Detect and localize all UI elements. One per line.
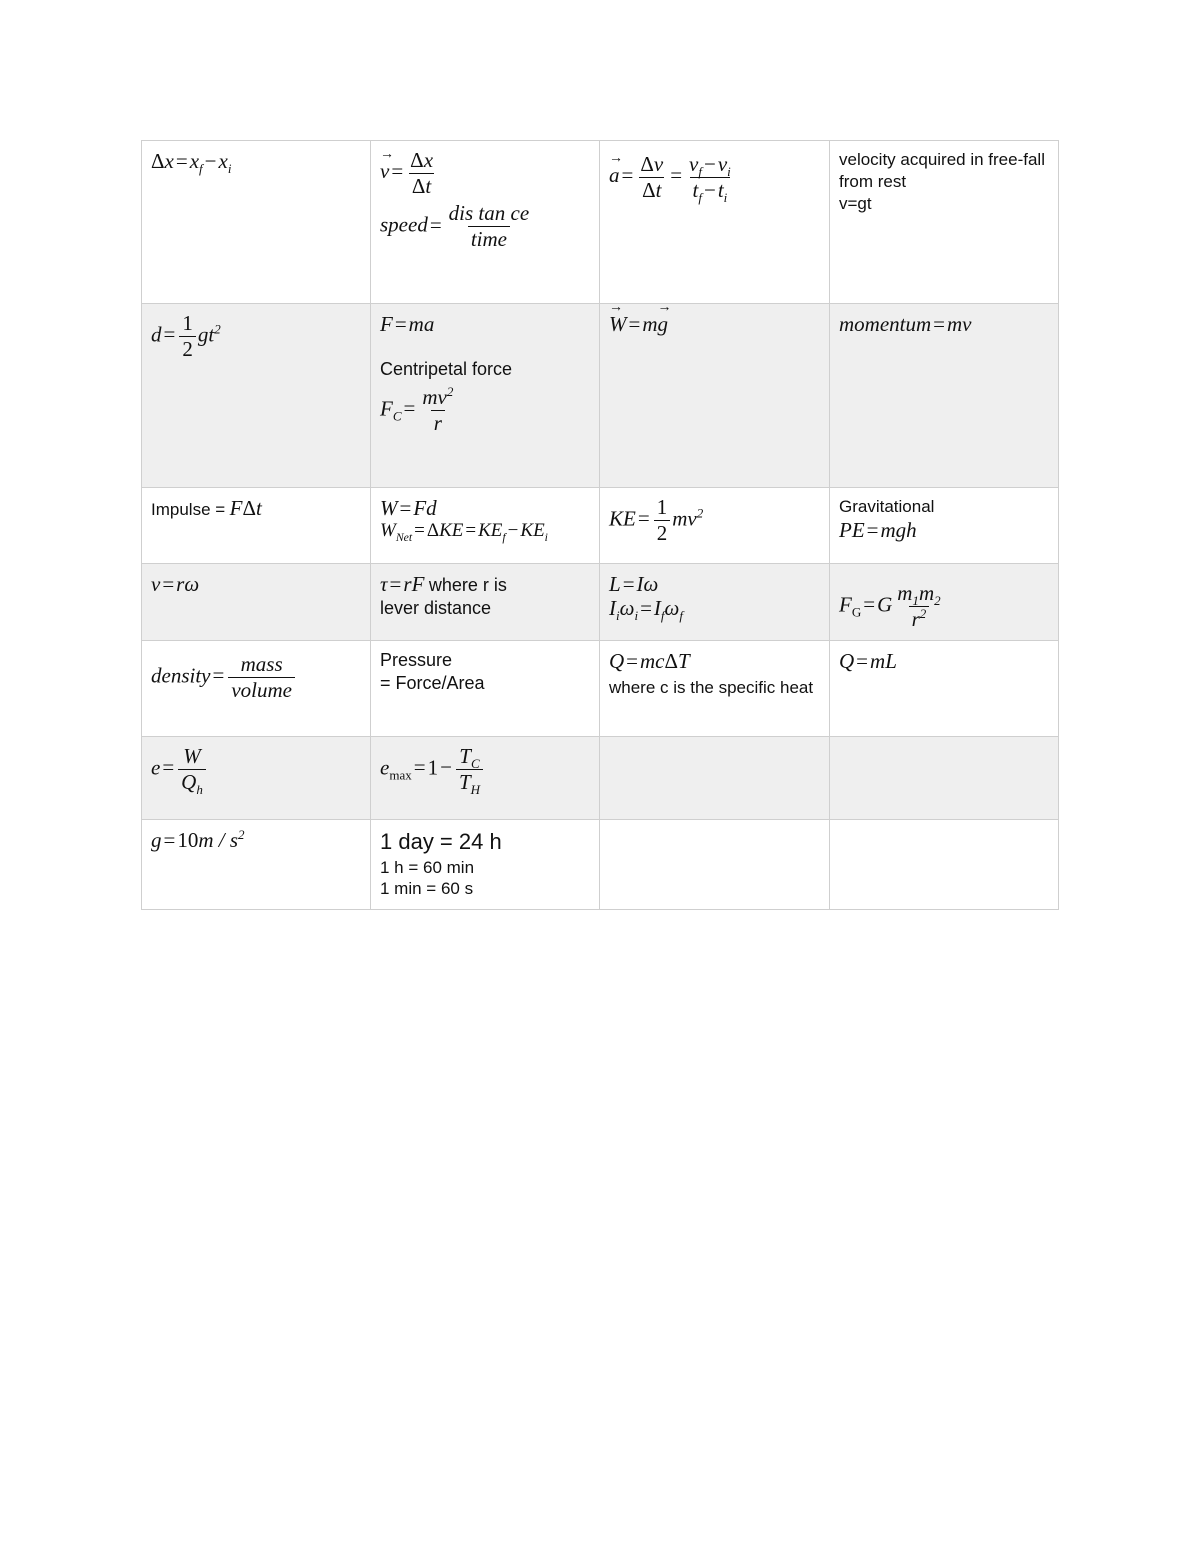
velocity-formula: → v= $\frac{\Delta x}{\Delta t}$ bbox=[380, 149, 591, 198]
cell-time-conversions bbox=[371, 820, 600, 910]
displacement-formula: $\Delta x=x_f-x_i$ bbox=[151, 149, 232, 177]
torque-formula: τ=rF bbox=[380, 572, 425, 596]
acceleration-formula: → a= $\frac{\Delta v}{\Delta t}$ = $\frac{v_f-v_i}{t_f-t_i}$ bbox=[609, 153, 821, 202]
newton-second-law: F=ma bbox=[380, 312, 435, 336]
angular-conservation-formula: $I_i\omega_i=I_f\omega_f$ bbox=[609, 596, 683, 624]
pressure-formula: = Force/Area bbox=[380, 673, 485, 694]
minute-conversion: 1 min = 60 s bbox=[380, 878, 474, 898]
gravity-constant-formula: $g=10m / s^2$ bbox=[151, 827, 245, 852]
pressure-label: Pressure bbox=[380, 650, 453, 670]
gravitation-formula: $F_G=G$ $\frac{m_1m_2}{r^2}$ bbox=[839, 581, 941, 632]
cell-kinetic-energy bbox=[600, 488, 830, 564]
cell-potential-energy bbox=[830, 488, 1059, 564]
table-row bbox=[142, 737, 1059, 820]
torque-line bbox=[380, 572, 591, 597]
cell-gravitation bbox=[830, 564, 1059, 641]
cell-work bbox=[371, 488, 600, 564]
cell-tangential-velocity bbox=[142, 564, 371, 641]
cell-density bbox=[142, 641, 371, 737]
cell-latent-heat bbox=[830, 641, 1059, 737]
cell-weight bbox=[600, 304, 830, 488]
cell-momentum bbox=[830, 304, 1059, 488]
table-row bbox=[142, 820, 1059, 910]
tangential-velocity-formula: v=rω bbox=[151, 572, 200, 596]
latent-heat-formula: Q=mL bbox=[839, 649, 897, 673]
cell-pressure bbox=[371, 641, 600, 737]
cell-free-fall bbox=[830, 141, 1059, 304]
formula-table bbox=[141, 140, 1059, 910]
cell-distance-fall bbox=[142, 304, 371, 488]
kinetic-energy-formula: KE= $\frac{1}{2}$ $mv^2$ bbox=[609, 495, 704, 546]
table-row bbox=[142, 304, 1059, 488]
cell-displacement bbox=[142, 141, 371, 304]
cell-empty bbox=[600, 737, 830, 820]
table-row bbox=[142, 564, 1059, 641]
work-formula: W=Fd bbox=[380, 496, 437, 520]
potential-formula: PE=mgh bbox=[839, 518, 917, 543]
hour-conversion: 1 h = 60 min bbox=[380, 857, 475, 877]
table-row bbox=[142, 641, 1059, 737]
free-fall-formula: v=gt bbox=[839, 194, 872, 214]
day-conversion: 1 day = 24 h bbox=[380, 829, 502, 854]
centripetal-label: Centripetal force bbox=[380, 359, 513, 380]
torque-note-2: lever distance bbox=[380, 598, 492, 619]
cell-max-efficiency bbox=[371, 737, 600, 820]
max-efficiency-formula: $e_{max}=1-$ $\frac{T_C}{T_H}$ bbox=[380, 745, 591, 794]
angular-momentum-formula: L=Iω bbox=[609, 572, 659, 596]
speed-formula: speed= $\frac{\text{dis tan ce}}{\text{time}}$ bbox=[380, 201, 530, 252]
cell-gravity-constant bbox=[142, 820, 371, 910]
specific-heat-note: where c is the specific heat bbox=[609, 678, 814, 698]
table-row bbox=[142, 141, 1059, 304]
cell-empty bbox=[600, 820, 830, 910]
cell-specific-heat bbox=[600, 641, 830, 737]
free-fall-note: velocity acquired in free-fall from rest bbox=[839, 150, 1045, 192]
cell-angular-momentum bbox=[600, 564, 830, 641]
torque-note-1: where r is bbox=[428, 575, 507, 595]
specific-heat-formula: Q=mcΔT bbox=[609, 649, 690, 673]
centripetal-formula: $F_C=$ $\frac{mv^2}{r}$ bbox=[380, 383, 454, 435]
density-formula: density= $\frac{\text{mass}}{\text{volume}}$ bbox=[151, 653, 362, 702]
cell-empty bbox=[830, 820, 1059, 910]
efficiency-formula: e= $\frac{W}{Q_h}$ bbox=[151, 745, 362, 794]
potential-label: Gravitational bbox=[839, 497, 935, 516]
cell-efficiency bbox=[142, 737, 371, 820]
impulse-label: Impulse = bbox=[151, 500, 226, 519]
cell-impulse bbox=[142, 488, 371, 564]
weight-formula: → W=m→ g bbox=[609, 312, 821, 336]
cell-empty bbox=[830, 737, 1059, 820]
cell-force bbox=[371, 304, 600, 488]
net-work-formula: $W_{Net} = \Delta KE = KE_f - KE_i$ bbox=[380, 520, 548, 544]
table-row bbox=[142, 488, 1059, 564]
cell-acceleration bbox=[600, 141, 830, 304]
impulse-formula: FΔt bbox=[229, 496, 262, 520]
cell-velocity-speed bbox=[371, 141, 600, 304]
distance-formula: d= $\frac{1}{2}$ $gt^2$ bbox=[151, 311, 221, 362]
cell-torque bbox=[371, 564, 600, 641]
momentum-formula: momentum=mv bbox=[839, 312, 972, 336]
